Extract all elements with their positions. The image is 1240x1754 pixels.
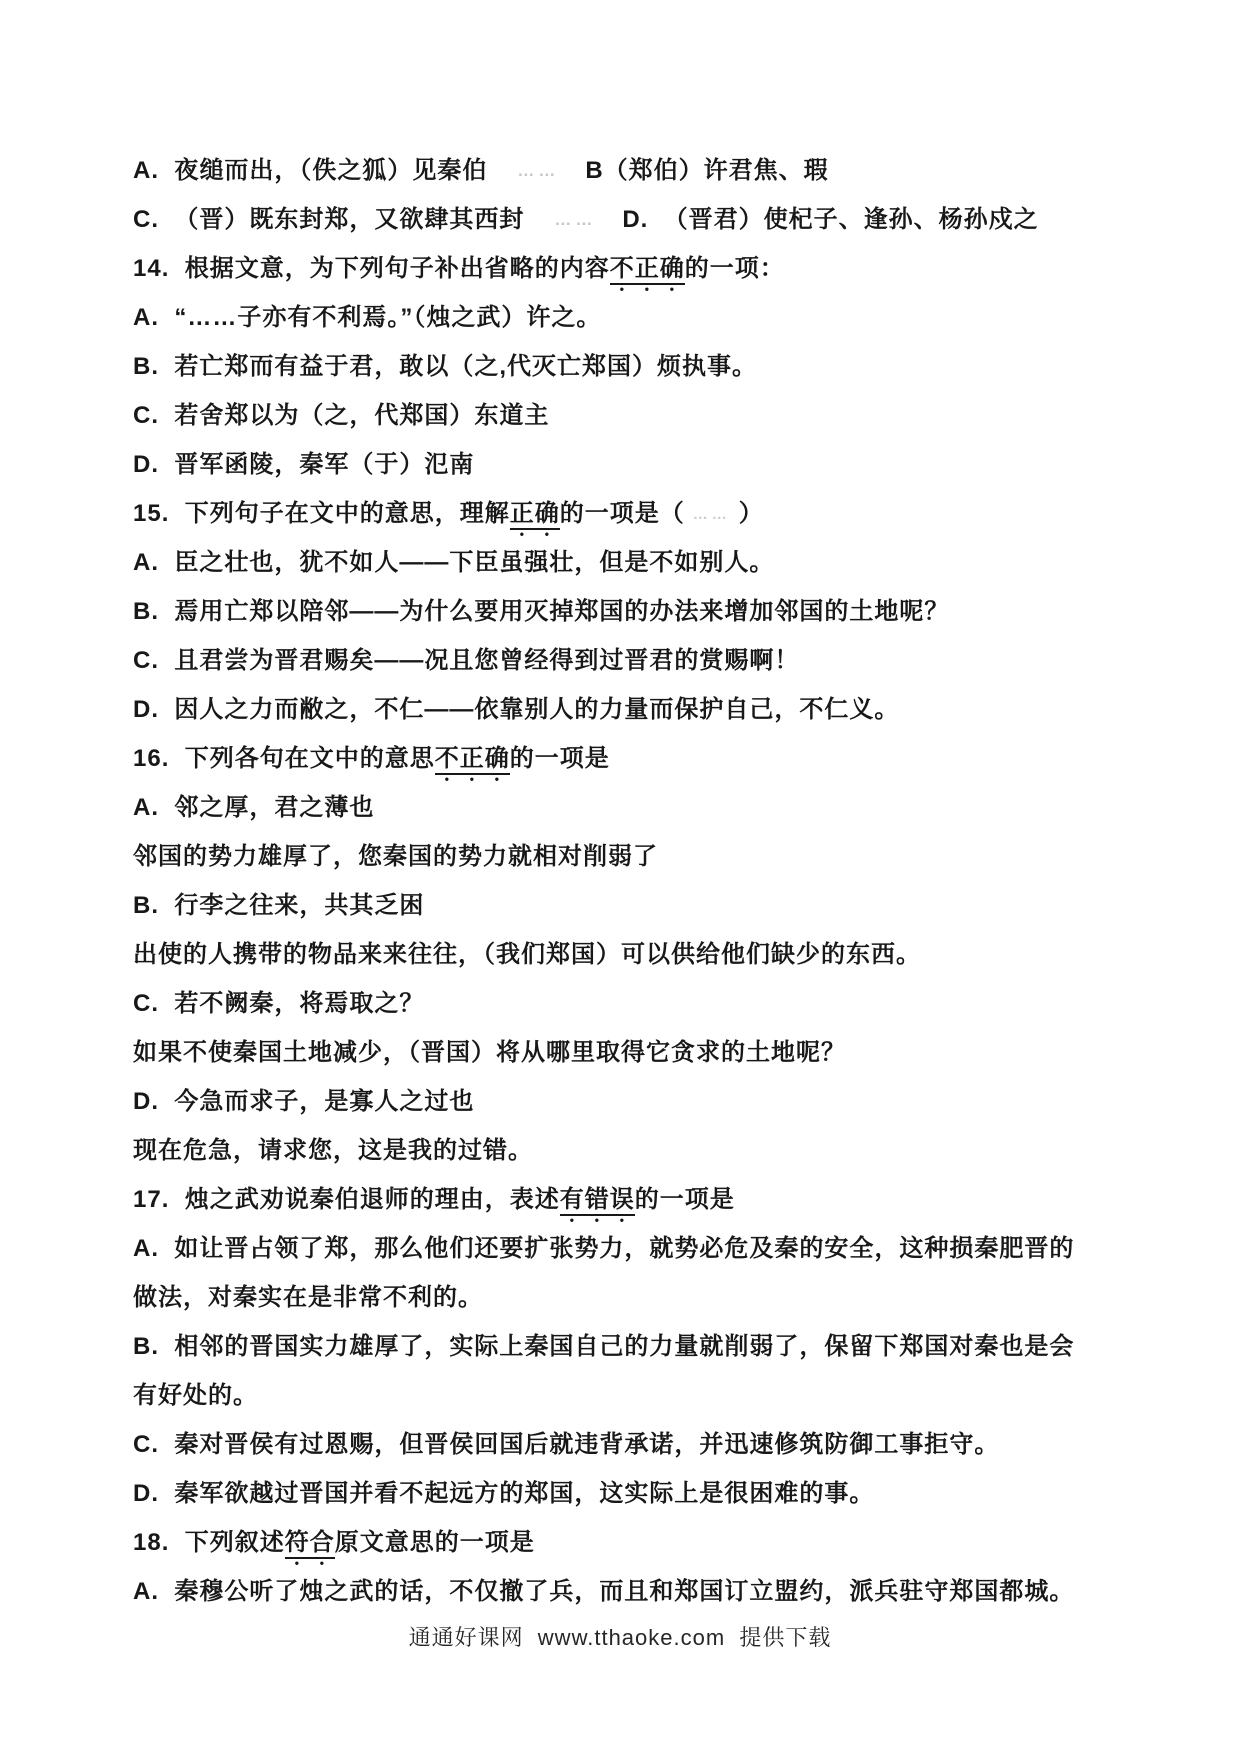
q15-option-d: [133, 685, 1143, 734]
text-segment: B. 相邻的晋国实力雄厚了，实际上秦国自己的力量就削弱了，保留下郑国对秦也是会: [133, 1333, 1075, 1360]
q16-option-c: [133, 979, 1143, 1028]
text-segment: B. 若亡郑而有益于君，敢以（之,代灭亡郑国）烦执事。: [133, 353, 758, 380]
text-segment: C. 秦对晋侯有过恩赐，但晋侯回国后就违背承诺，并迅速修筑防御工事拒守。: [133, 1431, 1000, 1458]
text-segment: D. 秦军欲越过晋国并看不起远方的郑国，这实际上是很困难的事。: [133, 1480, 875, 1507]
question-18-stem: [133, 1518, 1143, 1567]
text-segment: 15. 下列句子在文中的意思，理解: [133, 500, 510, 527]
q15-option-a: [133, 538, 1143, 587]
q18-option-a: [133, 1567, 1143, 1616]
text-segment: 17. 烛之武劝说秦伯退师的理由，表述: [133, 1186, 560, 1213]
text-segment: A. 如让晋占领了郑，那么他们还要扩张势力，就势必危及秦的安全，这种损秦肥晋的: [133, 1235, 1075, 1262]
emphasized-text: 有错误: [560, 1186, 635, 1216]
q17-option-a-line2: [133, 1273, 1143, 1322]
q17-option-b-line2: [133, 1371, 1143, 1420]
options-row-c-d: [133, 195, 1143, 244]
text-segment: 邻国的势力雄厚了，您秦国的势力就相对削弱了: [133, 843, 658, 870]
question-15-stem: [133, 489, 1143, 538]
emphasized-text: 符合: [285, 1529, 335, 1559]
text-segment: B. 焉用亡郑以陪邻——为什么要用灭掉郑国的办法来增加邻国的土地呢？: [133, 598, 950, 625]
q14-option-c: [133, 391, 1143, 440]
text-segment: 的一项是: [634, 1186, 735, 1213]
text-segment: A. 秦穆公听了烛之武的话，不仅撤了兵，而且和郑国订立盟约，派兵驻守郑国都城。: [133, 1578, 1075, 1605]
text-segment: 14. 根据文意，为下列句子补出省略的内容: [133, 255, 610, 282]
options-row-a-b: [133, 146, 1143, 195]
text-segment: 的一项是: [509, 745, 610, 772]
document-content: [133, 146, 1143, 1616]
question-17-stem: [133, 1175, 1143, 1224]
faint-dotted-leader: ……: [517, 161, 560, 180]
text-segment: C. （晋）既东封郑，又欲肆其西封: [133, 206, 525, 233]
text-segment: A. 夜缒而出，（佚之狐）见秦伯: [133, 157, 488, 184]
text-segment: C. 且君尝为晋君赐矣——况且您曾经得到过晋君的赏赐啊！: [133, 647, 800, 674]
text-segment: ）: [738, 500, 764, 527]
emphasized-text: 不正确: [610, 255, 685, 285]
q16-option-c-translation: [133, 1028, 1143, 1077]
faint-answer-dots: ……: [692, 506, 731, 523]
q17-option-d: [133, 1469, 1143, 1518]
text-segment: D. 晋军函陵，秦军（于）氾南: [133, 451, 475, 478]
q14-option-b: [133, 342, 1143, 391]
q16-option-d: [133, 1077, 1143, 1126]
text-segment: 的一项是（: [559, 500, 685, 527]
text-segment: 有好处的。: [133, 1382, 258, 1409]
text-segment: D. （晋君）使杞子、逢孙、杨孙戍之: [622, 206, 1039, 233]
question-14-stem: [133, 244, 1143, 293]
q16-option-a: [133, 783, 1143, 832]
text-segment: 做法，对秦实在是非常不利的。: [133, 1284, 483, 1311]
faint-dotted-leader: ……: [554, 210, 597, 229]
text-segment: D. 因人之力而敝之，不仁——依靠别人的力量而保护自己，不仁义。: [133, 696, 900, 723]
text-segment: 的一项：: [684, 255, 785, 282]
q16-option-d-translation: [133, 1126, 1143, 1175]
text-segment: A. 臣之壮也，犹不如人——下臣虽强壮，但是不如别人。: [133, 549, 775, 576]
emphasized-text: 不正确: [435, 745, 510, 775]
q15-option-b: [133, 587, 1143, 636]
text-segment: 如果不使秦国土地减少，（晋国）将从哪里取得它贪求的土地呢？: [133, 1039, 846, 1066]
q16-option-b-translation: [133, 930, 1143, 979]
q17-option-a-line1: [133, 1224, 1143, 1273]
q16-option-b: [133, 881, 1143, 930]
emphasized-text: 正确: [510, 500, 560, 530]
text-segment: C. 若舍郑以为（之，代郑国）东道主: [133, 402, 550, 429]
text-segment: C. 若不阙秦，将焉取之？: [133, 990, 425, 1017]
q14-option-d: [133, 440, 1143, 489]
text-segment: 18. 下列叙述: [133, 1529, 285, 1556]
download-footer: 通通好课网 www.tthaoke.com 提供下载: [408, 1625, 832, 1650]
text-segment: B. 行李之往来，共其乏困: [133, 892, 425, 919]
question-16-stem: [133, 734, 1143, 783]
text-segment: 现在危急，请求您，这是我的过错。: [133, 1137, 533, 1164]
text-segment: D. 今急而求子，是寡人之过也: [133, 1088, 475, 1115]
q17-option-c: [133, 1420, 1143, 1469]
text-segment: A. “……子亦有不利焉。”（烛之武）许之。: [133, 304, 602, 331]
text-segment: B（郑伯）许君焦、瑕: [585, 157, 829, 184]
q17-option-b-line1: [133, 1322, 1143, 1371]
text-segment: 出使的人携带的物品来来往往，（我们郑国）可以供给他们缺少的东西。: [133, 941, 921, 968]
q16-option-a-translation: [133, 832, 1143, 881]
text-segment: 原文意思的一项是: [334, 1529, 535, 1556]
text-segment: A. 邻之厚，君之薄也: [133, 794, 375, 821]
text-segment: 16. 下列各句在文中的意思: [133, 745, 435, 772]
q15-option-c: [133, 636, 1143, 685]
q14-option-a: [133, 293, 1143, 342]
